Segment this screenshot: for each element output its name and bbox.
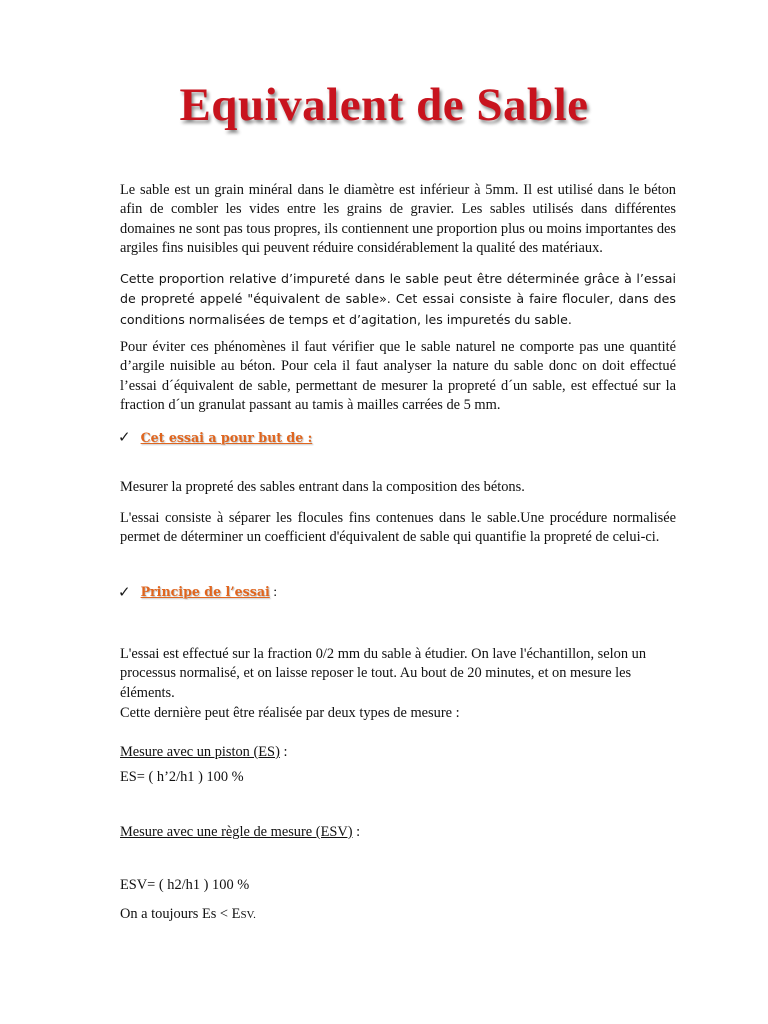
paragraph-proportion xyxy=(120,269,676,330)
measure-es-formula xyxy=(120,768,676,787)
measure-conclusion-text: On a toujours Es < E xyxy=(120,906,241,922)
checkmark-icon: ✓ xyxy=(118,428,131,446)
measure-esv-heading xyxy=(120,823,676,842)
measure-es-formula-text: ES= ( h’2/h1 ) 100 % xyxy=(120,769,244,785)
bullet-principe xyxy=(118,583,277,601)
measure-es-heading xyxy=(120,743,676,762)
page-title: Equivalent de Sable xyxy=(179,79,589,131)
measure-esv-colon: : xyxy=(352,824,361,840)
bullet-principe-label: Principe de l’essai xyxy=(140,583,270,599)
measure-conclusion xyxy=(120,905,676,925)
bullet-but xyxy=(118,428,312,446)
paragraph-method: L'essai consiste à séparer les flocules fins contenues dans le sable.Une procédure normalisée permet de déterminer un coefficient d'équivalent de sable qui quantifie la propreté de celui-ci. xyxy=(120,510,676,546)
paragraph-phenomena: Pour éviter ces phénomènes il faut vérifier que le sable naturel ne comporte pas une quantité d’argile nuisible au béton. Pour cela il faut analyser la nature du sable donc on doit effectué l’essai d´équivalent de sable, permettant de mesurer la propreté d´un sable, est effectué sur la fraction d´un granulat passant au tamis à mailles carrées de 5 mm. xyxy=(120,339,676,414)
checkmark-icon: ✓ xyxy=(118,583,131,601)
measure-conclusion-sub: SV. xyxy=(240,909,256,921)
bullet-but-label: Cet essai a pour but de : xyxy=(140,429,313,445)
paragraph-principle: L'essai est effectué sur la fraction 0/2 mm du sable à étudier. On lave l'échantillon, selon un processus normalisé, et on laisse reposer le tout. Au bout de 20 minutes, et on mesure les éléments. xyxy=(120,646,647,701)
measure-esv-formula: ESV= ( h2/h1 ) 100 % xyxy=(120,877,250,893)
measure-es-colon: : xyxy=(279,744,288,760)
paragraph-purpose: Mesurer la propreté des sables entrant dans la composition des bétons. xyxy=(120,479,525,495)
bullet-principe-colon: : xyxy=(269,584,278,600)
paragraph-intro: Le sable est un grain minéral dans le diamètre est inférieur à 5mm. Il est utilisé dans le béton afin de combler les vides entre les grains de gravier. Les sables utilisés dans différentes domaines ne sont pas tous propres, ils contiennent une proportion plus ou moins importantes des argiles fins nuisibles qui peuvent réduire considérablement la qualité des matériaux. xyxy=(120,182,676,257)
paragraph-proportion-text: Cette proportion relative d’impureté dans le sable peut être déterminée grâce à l’essai de propreté appelé "équivalent de sable». Cet essai consiste à faire floculer, dans des conditions normalisées de temps et d’agitation, les impuretés du sable. xyxy=(120,271,676,327)
paragraph-measure-types: Cette dernière peut être réalisée par deux types de mesure : xyxy=(120,705,460,721)
measure-es-label: Mesure avec un piston (ES) xyxy=(120,744,280,760)
measure-esv-label: Mesure avec une règle de mesure (ESV) xyxy=(120,824,353,840)
